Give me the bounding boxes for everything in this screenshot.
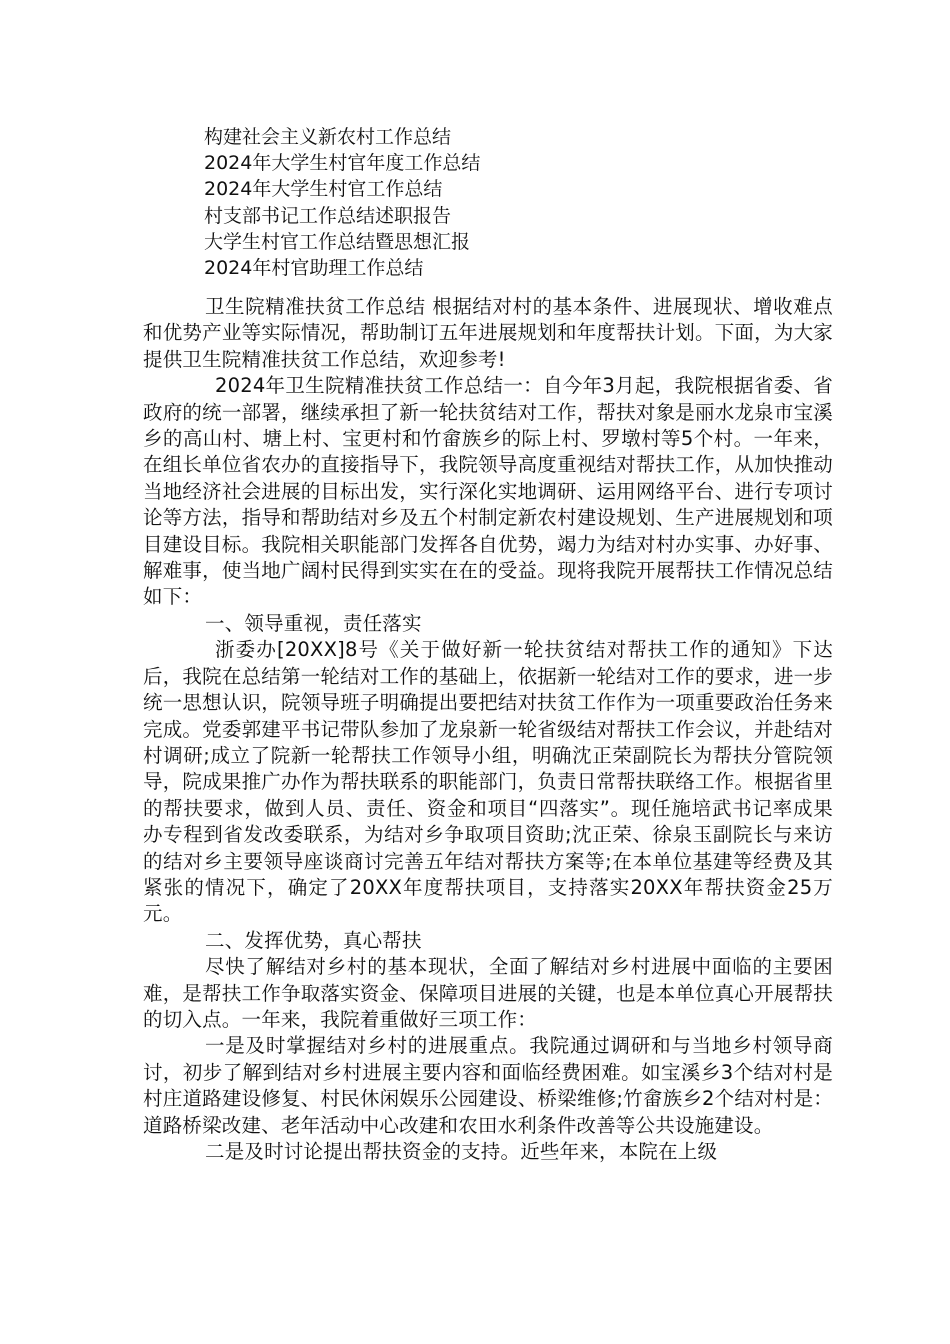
related-link[interactable]: 大学生村官工作总结暨思想汇报 — [204, 230, 471, 253]
related-link[interactable]: 2024年村官助理工作总结 — [204, 256, 424, 279]
body-paragraph: 尽快了解结对乡村的基本现状，全面了解结对乡村进展中面临的主要困难，是帮扶工作争取落实资金、保障项目进展的关键，也是本单位真心开展帮扶的切入点。一年来，我院着重做好三项工作： — [143, 955, 833, 1031]
section-heading: 二、发挥优势，真心帮扶 — [205, 928, 422, 952]
body-paragraph: 二是及时讨论提出帮扶资金的支持。近些年来，本院在上级 — [205, 1140, 718, 1163]
section-heading: 一、领导重视，责任落实 — [205, 611, 422, 635]
body-paragraph: 2024年卫生院精准扶贫工作总结一：自今年3月起，我院根据省委、省政府的统一部署，继续承担了新一轮扶贫结对工作，帮扶对象是丽水龙泉市宝溪乡的高山村、塘上村、宝更村和竹畲族乡的际上村、罗墩村等5个村。一年来，在组长单位省农办的直接指导下，我院领导高度重视结对帮扶工作，从加快推动当地经济社会进展的目标出发，实行深化实地调研、运用网络平台、进行专项讨论等方法，指导和帮助结对乡及五个村制定新农村建设规划、生产进展规划和项目建设目标。我院相关职能部门发挥各自优势，竭力为结对村办实事、办好事、解难事，使当地广阔村民得到实实在在的受益。现将我院开展帮扶工作情况总结如下： — [143, 374, 833, 609]
related-links-list — [204, 124, 480, 281]
related-link[interactable]: 2024年大学生村官年度工作总结 — [204, 152, 481, 175]
article-body — [143, 294, 833, 1165]
related-link[interactable]: 构建社会主义新农村工作总结 — [204, 126, 452, 148]
intro-paragraph: 卫生院精准扶贫工作总结 根据结对村的基本条件、进展现状、增收难点和优势产业等实际情况，帮助制订五年进展规划和年度帮扶计划。下面，为大家提供卫生院精准扶贫工作总结，欢迎参考! — [143, 295, 833, 371]
body-paragraph: 一是及时掌握结对乡村的进展重点。我院通过调研和与当地乡村领导商讨，初步了解到结对乡村进展主要内容和面临经费困难。如宝溪乡3个结对村是村庄道路建设修复、村民休闲娱乐公园建设、桥梁维修;竹畲族乡2个结对村是：道路桥梁改建、老年活动中心改建和农田水利条件改善等公共设施建设。 — [143, 1034, 833, 1137]
related-link[interactable]: 2024年大学生村官工作总结 — [204, 178, 443, 201]
related-link[interactable]: 村支部书记工作总结述职报告 — [204, 204, 452, 227]
body-paragraph: 浙委办[20XX]8号《关于做好新一轮扶贫结对帮扶工作的通知》下达后，我院在总结第一轮结对工作的基础上，依据新一轮结对工作的要求，进一步统一思想认识，院领导班子明确提出要把结对扶贫工作作为一项重要政治任务来完成。党委郭建平书记带队参加了龙泉新一轮省级结对帮扶工作会议，并赴结对村调研;成立了院新一轮帮扶工作领导小组，明确沈正荣副院长为帮扶分管院领导，院成果推广办作为帮扶联系的职能部门，负责日常帮扶联络工作。根据省里的帮扶要求，做到人员、责任、资金和项目“四落实”。现任施培武书记率成果办专程到省发改委联系，为结对乡争取项目资助;沈正荣、徐泉玉副院长与来访的结对乡主要领导座谈商讨完善五年结对帮扶方案等;在本单位基建等经费及其紧张的情况下，确定了20XX年度帮扶项目，支持落实20XX年帮扶资金25万元。 — [143, 638, 833, 926]
